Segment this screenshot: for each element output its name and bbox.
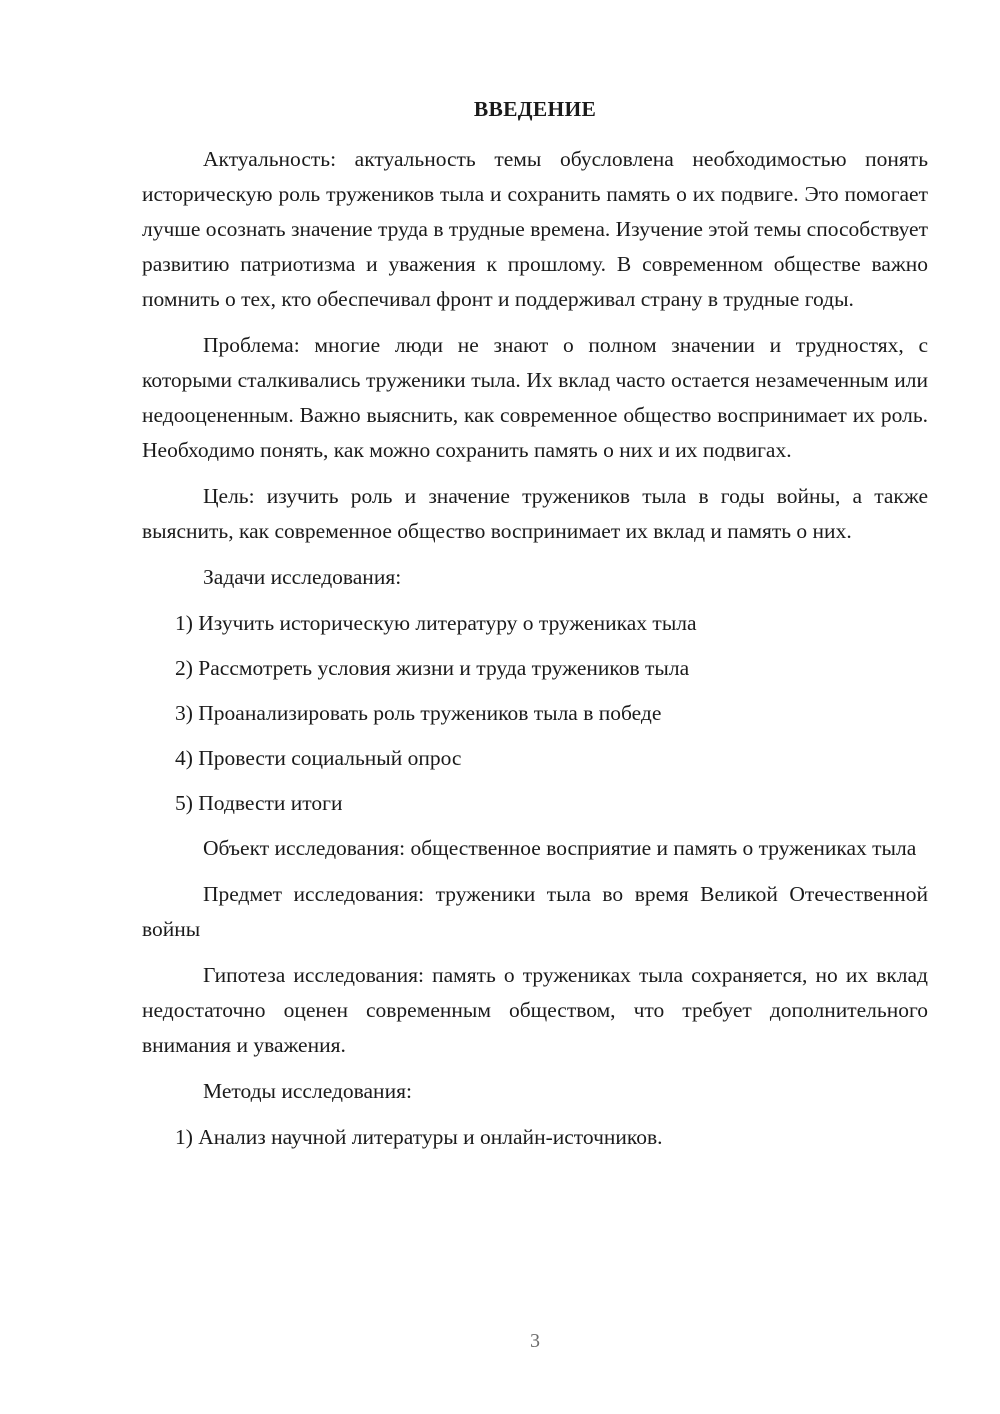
list-item: 2) Рассмотреть условия жизни и труда тружеников тыла [175,656,690,680]
tasks-heading: Задачи исследования: [203,565,402,589]
page-number: 3 [530,1330,540,1352]
subject-paragraph: Предмет исследования: труженики тыла во время Великой Отечественной войны [142,882,928,941]
hypothesis-paragraph: Гипотеза исследования: память о тружениках тыла сохраняется, но их вклад недостаточно оценен современным обществом, что требует дополнительного внимания и уважения. [142,963,928,1057]
methods-heading: Методы исследования: [203,1079,412,1103]
methods-list [142,1120,928,1155]
tasks-list [142,606,928,821]
list-item: 5) Подвести итоги [175,791,343,815]
object-paragraph: Объект исследования: общественное восприятие и память о тружениках тыла [203,836,917,860]
list-item: 1) Анализ научной литературы и онлайн-источников. [175,1125,663,1149]
goal-paragraph: Цель: изучить роль и значение тружеников тыла в годы войны, а также выяснить, как современное общество воспринимает их вклад и память о них. [142,484,928,543]
document-page [142,92,928,1165]
problem-paragraph: Проблема: многие люди не знают о полном значении и трудностях, с которыми сталкивались труженики тыла. Их вклад часто остается незамеченным или недооцененным. Важно выяснить, как современное общество воспринимает их роль. Необходимо понять, как можно сохранить память о них и их подвигах. [142,333,928,462]
list-item: 3) Проанализировать роль тружеников тыла в победе [175,701,662,725]
relevance-paragraph: Актуальность: актуальность темы обусловлена необходимостью понять историческую роль тружеников тыла и сохранить память о их подвиге. Это помогает лучше осознать значение труда в трудные времена. Изучение этой темы способствует развитию патриотизма и уважения к прошлому. В современном обществе важно помнить о тех, кто обеспечивал фронт и поддерживал страну в трудные годы. [142,147,928,311]
page-title: ВВЕДЕНИЕ [473,97,597,121]
list-item: 1) Изучить историческую литературу о тружениках тыла [175,611,697,635]
list-item: 4) Провести социальный опрос [175,746,462,770]
